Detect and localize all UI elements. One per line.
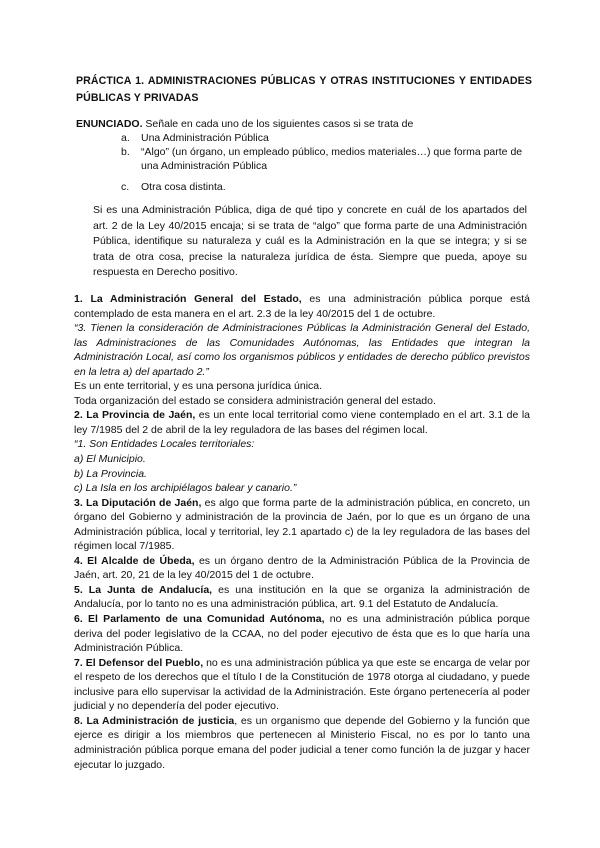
answer-heading: 1. La Administración General del Estado, <box>74 293 302 305</box>
answer-text: no es una administración pública porque deriva del poder legislativo de la CCAA, no del poder ejecutivo de ésta que es lo que haría una Administración Pública. <box>74 613 530 655</box>
answer-6 <box>74 612 530 656</box>
answer-7 <box>74 656 530 714</box>
answer-heading: 5. La Junta de Andalucía, <box>74 583 213 596</box>
legal-quote: b) La Provincia. <box>74 467 147 480</box>
legal-quote: a) El Municipio. <box>74 453 146 466</box>
answer-heading: 8. La Administración de justicia <box>74 714 235 727</box>
options-list <box>121 131 541 194</box>
answer-1 <box>74 292 530 321</box>
answer-text: , es un organismo que depende del Gobierno y la función que ejerce es dirigir a los miembros que pertenecen al Ministerio Fiscal, no es por lo tanto una administración pública porque emana del poder judicial a tener como función la de juzgar y hacer ejecutar lo juzgado. <box>74 714 531 771</box>
answer-heading: 6. El Parlamento de una Comunidad Autónoma, <box>74 613 325 626</box>
instructions-paragraph: Si es una Administración Pública, diga de qué tipo y concrete en cuál de los apartados del art. 2 de la Ley 40/2015 encaja; si se trata de “algo” que forma parte de una Administración Pública, identifique su naturaleza y cuál es la Administración en la que se integra; y si se trata de otra cosa, precise la naturaleza jurídica de ésta. Siempre que pueda, apoye su respuesta en Derecho positivo. <box>93 204 527 278</box>
enunciado-label: ENUNCIADO. <box>76 118 143 130</box>
legal-quote: c) La Isla en los archipiélagos balear y canario.” <box>74 482 297 495</box>
answer-text: es una administración pública porque está contemplado de esta manera en el art. 2.3 de la ley 40/2015 del 1 de octubre. <box>74 293 530 320</box>
option-marker: c. <box>121 181 130 193</box>
answer-heading: 4. El Alcalde de Úbeda, <box>74 554 195 567</box>
legal-quote: “3. Tienen la consideración de Administraciones Públicas la Administración General del Estado, las Administraciones de las Comunidades Autónomas, las Entidades que integran la Administración Local, así como los organismos públicos y entidades de derecho público previstos en la letra a) del apartado 2.” <box>74 322 530 378</box>
enunciado <box>76 117 546 131</box>
page-title: PRÁCTICA 1. ADMINISTRACIONES PÚBLICAS Y OTRAS INSTITUCIONES Y ENTIDADES PÚBLICAS Y PRIVADAS <box>76 75 532 104</box>
answer-line: Toda organización del estado se considera administración general del estado. <box>74 394 436 407</box>
list-item <box>121 131 541 145</box>
answer-text: no es una administración pública ya que este se encarga de velar por el respeto de los derechos que el título I de la Constitución de 1978 otorga al ciudadano, y puede inclusive para ello supervisar la actividad de la Administración. Este órgano pertenecería al poder judicial y no dependería del poder ejecutivo. <box>74 656 530 713</box>
list-item <box>121 145 541 173</box>
answer-3 <box>74 496 530 554</box>
answer-4 <box>74 554 530 583</box>
enunciado-text: Señale en cada uno de los siguientes casos si se trata de <box>142 118 414 130</box>
option-marker: a. <box>121 132 130 144</box>
answer-text: es un ente local territorial como viene contemplado en el art. 3.1 de la ley 7/1985 del 2 de abril de la ley reguladora de las bases del régimen local. <box>74 409 530 436</box>
answer-heading: 7. El Defensor del Pueblo, <box>74 656 204 669</box>
option-marker: b. <box>121 146 130 158</box>
answer-5 <box>74 583 530 612</box>
answer-line: Es un ente territorial, y es una persona jurídica única. <box>74 380 323 393</box>
option-text: Una Administración Pública <box>141 132 269 144</box>
answer-8 <box>74 714 530 772</box>
answer-text: es una institución en la que se organiza la administración de Andalucía, por lo tanto no es una administración pública, art. 9.1 del Estatuto de Andalucía. <box>74 583 530 611</box>
answer-2 <box>74 408 530 437</box>
answer-heading: 2. La Provincia de Jaén, <box>74 409 196 422</box>
legal-quote: “1. Son Entidades Locales territoriales: <box>74 438 255 451</box>
option-text: Otra cosa distinta. <box>141 181 226 193</box>
option-text: “Algo” (un órgano, un empleado público, medios materiales…) que forma parte de una Administración Pública <box>141 146 523 172</box>
list-item <box>121 180 541 194</box>
answers-section <box>74 292 530 772</box>
answer-text: es algo que forma parte de la administración pública, en concreto, un órgano del Gobierno y administración de la provincia de Jaén, por lo que es un órgano de una Administración pública, local y territorial, ley 2.1 apartado c) de la ley reguladora de las bases del régimen local 7/1985. <box>74 496 530 553</box>
answer-heading: 3. La Diputación de Jaén, <box>74 496 202 509</box>
answer-text: es un órgano dentro de la Administración Pública de la Provincia de Jaén, art. 20, 21 de la ley 40/2015 del 1 de octubre. <box>74 554 530 582</box>
